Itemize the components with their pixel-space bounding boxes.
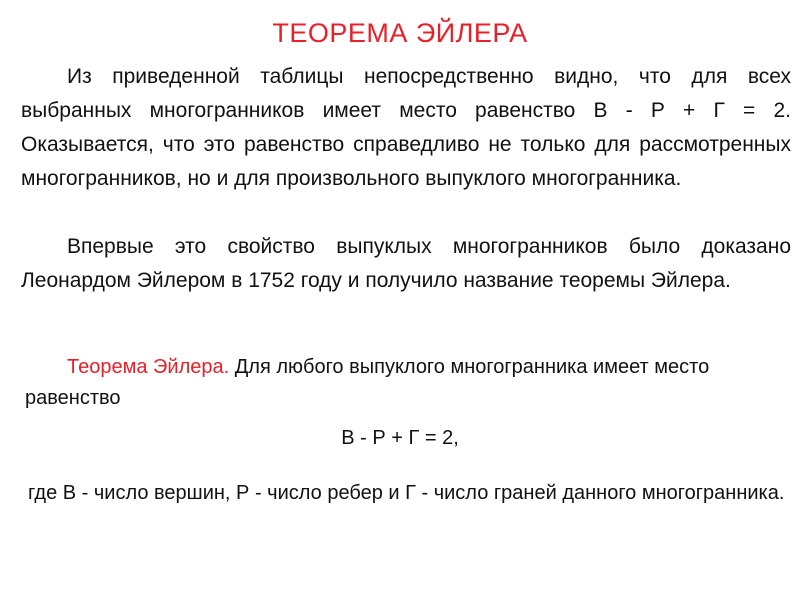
- euler-formula: В - Р + Г = 2,: [341, 427, 459, 449]
- intro-paragraph: Из приведенной таблицы непосредственно видно, что для всех выбранных многогранников имеет место равенство В - Р + Г = 2. Оказывается, что это равенство справедливо не только для рассмотренных многогранников, но и для произвольного выпуклого многогранника.: [21, 65, 791, 190]
- history-paragraph: Впервые это свойство выпуклых многогранников было доказано Леонардом Эйлером в 1752 году и получило название теоремы Эйлера.: [21, 235, 791, 292]
- theorem-label: Теорема Эйлера.: [67, 356, 230, 378]
- theorem-statement: [25, 352, 795, 414]
- formula-explanation: где В - число вершин, Р - число ребер и Г - число граней данного многогранника.: [28, 482, 785, 504]
- slide-title: ТЕОРЕМА ЭЙЛЕРА: [272, 18, 528, 48]
- theorem-text: Для любого выпуклого многогранника имеет место равенство: [25, 356, 710, 409]
